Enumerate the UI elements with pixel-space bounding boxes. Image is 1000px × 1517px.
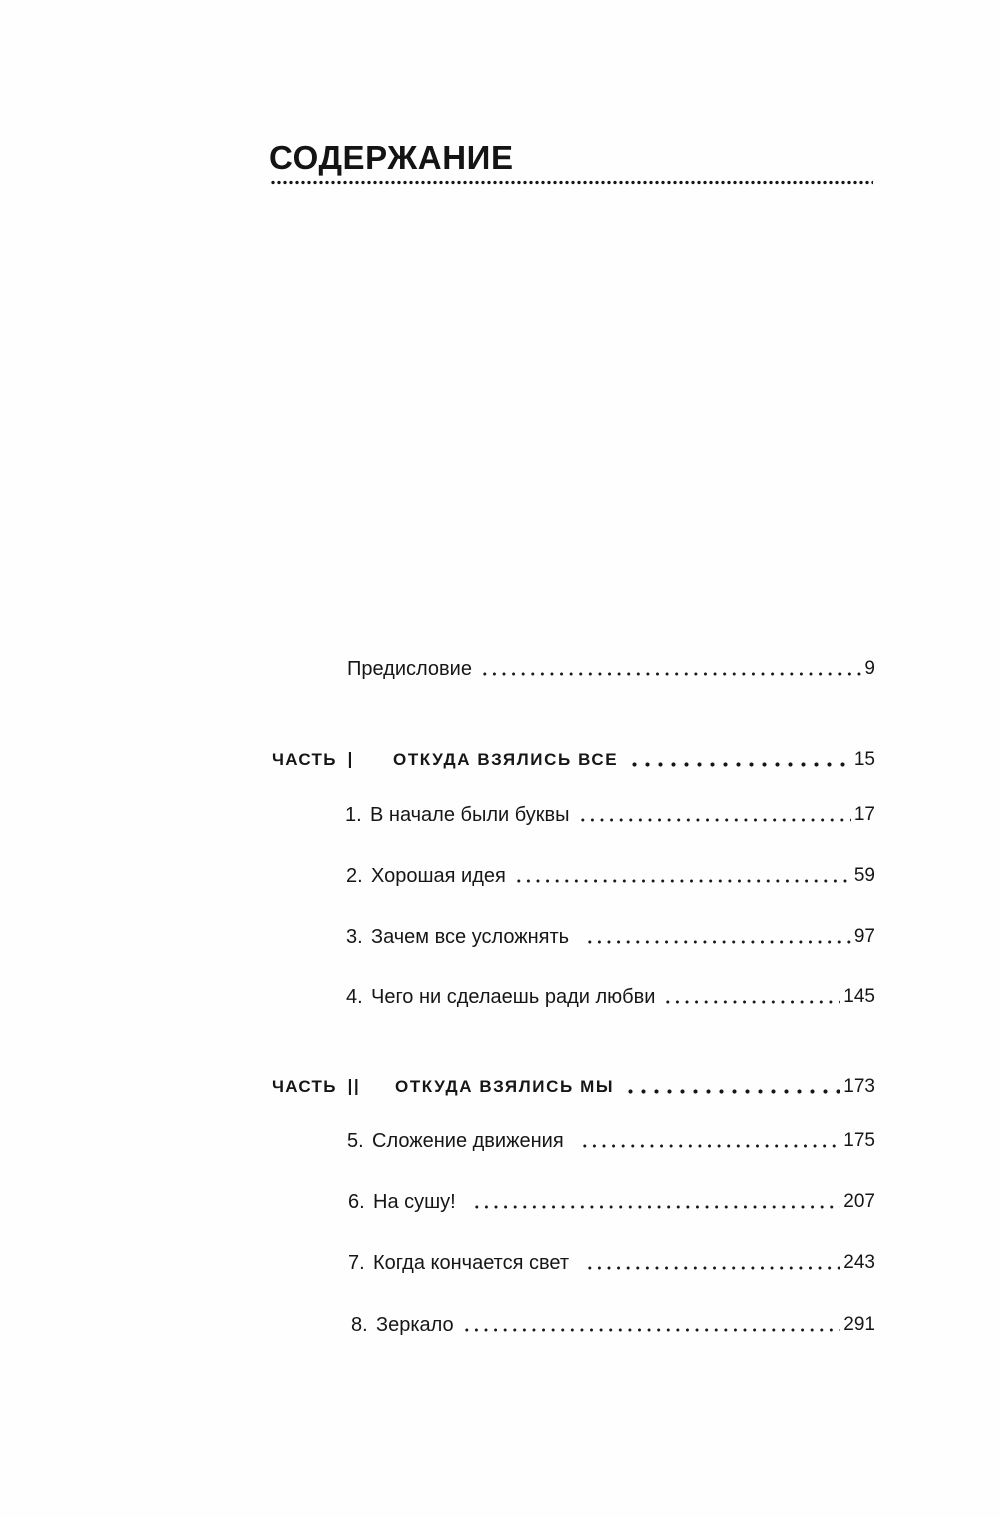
toc-chapter-5 [347, 1127, 875, 1155]
toc-chapter-2 [346, 862, 875, 890]
chapter-number: 2. [346, 865, 363, 887]
chapter-number: 7. [348, 1252, 365, 1274]
toc-chapter-1 [345, 801, 875, 829]
part-word: ЧАСТЬ [272, 1077, 337, 1096]
dot-leader [663, 983, 840, 1011]
toc-chapter-3 [346, 923, 875, 951]
chapter-number: 4. [346, 986, 363, 1008]
dot-leader [628, 746, 851, 774]
page-number: 59 [853, 865, 875, 886]
page-number: 207 [843, 1191, 875, 1212]
part-label [272, 746, 393, 774]
toc-part-1 [272, 746, 875, 774]
dot-leader [472, 1188, 841, 1216]
chapter-title: Хорошая идея [371, 865, 506, 887]
page-number: 175 [843, 1130, 875, 1151]
part-title: ОТКУДА ВЗЯЛИСЬ ВСЕ [393, 750, 619, 769]
part-numeral: I [346, 747, 354, 773]
toc-chapter-4 [346, 983, 875, 1011]
chapter-number: 8. [351, 1314, 368, 1336]
page-number: 17 [853, 804, 875, 825]
chapter-title: На сушу! [373, 1191, 456, 1213]
part-label [272, 1073, 395, 1101]
chapter-title: Зачем все усложнять [371, 926, 570, 948]
toc-entry-preface [347, 655, 875, 683]
toc-part-2 [272, 1073, 875, 1101]
chapter-number: 5. [347, 1130, 364, 1152]
page-title: СОДЕРЖАНИЕ [269, 139, 514, 176]
page-number: 243 [843, 1252, 875, 1273]
chapter-number: 3. [346, 926, 363, 948]
chapter-title: Когда кончается свет [373, 1252, 570, 1274]
entry-title: Предисловие [347, 658, 472, 680]
chapter-number: 6. [348, 1191, 365, 1213]
page-number: 173 [843, 1076, 875, 1097]
dot-leader [624, 1073, 840, 1101]
page-number: 145 [843, 986, 875, 1007]
dot-leader [585, 1249, 840, 1277]
part-title: ОТКУДА ВЗЯЛИСЬ МЫ [395, 1077, 615, 1096]
page-number: 15 [853, 749, 875, 770]
dot-leader [578, 801, 851, 829]
dot-leader [580, 1127, 841, 1155]
part-word: ЧАСТЬ [272, 750, 337, 769]
chapter-title: В начале были буквы [370, 804, 570, 826]
chapter-title: Чего ни сделаешь ради любви [371, 986, 656, 1008]
part-numeral: II [346, 1074, 360, 1100]
dot-leader [480, 655, 861, 683]
toc-chapter-8 [351, 1311, 875, 1339]
dot-leader [585, 923, 851, 951]
title-dotted-rule [270, 180, 873, 185]
chapter-title: Зеркало [376, 1314, 454, 1336]
dot-leader [514, 862, 851, 890]
page-number: 97 [853, 926, 875, 947]
toc-chapter-7 [348, 1249, 875, 1277]
toc-chapter-6 [348, 1188, 875, 1216]
page-number: 9 [864, 658, 875, 679]
dot-leader [462, 1311, 841, 1339]
page-number: 291 [843, 1314, 875, 1335]
chapter-title: Сложение движения [372, 1130, 564, 1152]
chapter-number: 1. [345, 804, 362, 826]
